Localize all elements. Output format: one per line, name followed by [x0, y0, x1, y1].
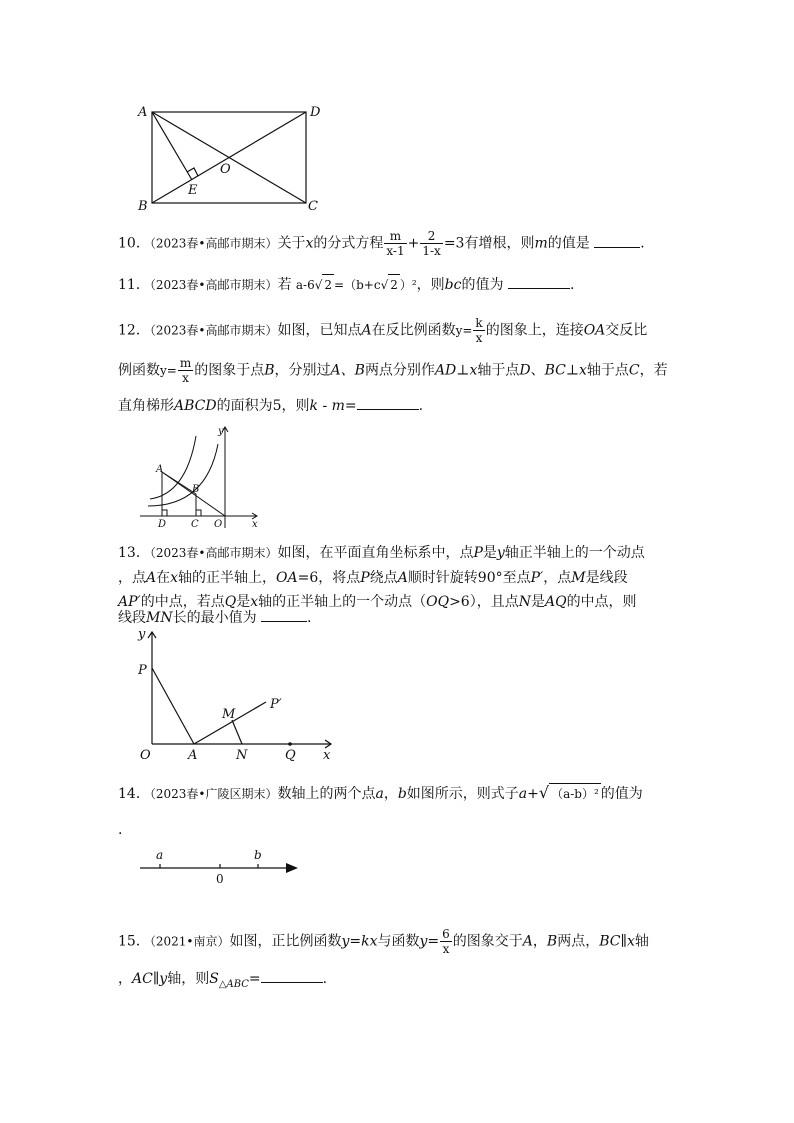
- label-C: C: [308, 199, 318, 214]
- q14-source: （2023春•广陵区期末）: [149, 787, 278, 801]
- label-D: D: [310, 105, 321, 120]
- label-D: D: [158, 519, 167, 530]
- q14-radicand: （a-b）²: [549, 783, 601, 804]
- q11-number: 11．: [118, 277, 150, 293]
- question-12-line-1: 12．（2023春•高邮市期末）如图，已知点A在反比例函数y= $\frac{k}{x}$ 的图象上，连接OA交反比: [118, 316, 648, 345]
- q10-source: （2023春•高邮市期末）: [149, 236, 278, 251]
- q10-var-m: m: [534, 235, 548, 252]
- label-A: A: [188, 748, 198, 762]
- label-y: y: [138, 628, 146, 642]
- q11-text2: ，则: [416, 277, 445, 293]
- label-N: N: [236, 748, 248, 762]
- question-12-line-2: 例函数y= $\frac{m}{x}$ 的图象于点B，分别过A、B两点分别作AD⊥x轴于点D、BC⊥x轴于点C，若: [118, 356, 668, 385]
- arrow-head: [286, 863, 298, 873]
- q10-plus: +: [407, 235, 420, 252]
- q11-var-bc: bc: [444, 277, 462, 293]
- label-a: a: [156, 848, 164, 862]
- figure-rotation: [130, 628, 340, 762]
- question-13-line-4: 线段MN长的最小值为 .: [118, 607, 312, 628]
- q10-text3: 的值是: [547, 235, 590, 252]
- question-10: 10．（2023春•高邮市期末）关于x的分式方程 $\frac{m}{x-1}$ + $\frac{2}{1-x}$ =3有增根，则m的值是 .: [118, 229, 645, 258]
- label-M: M: [222, 707, 236, 722]
- figure-rectangle: [130, 98, 330, 216]
- q10-fraction-2: $\frac{2}{1-x}$: [422, 229, 441, 258]
- q15-answer-blank[interactable]: [261, 968, 323, 983]
- question-13-line-2: ，点A在x轴的正半轴上，OA=6，将点P绕点A顺时针旋转90°至点P′，点M是线段: [118, 570, 628, 586]
- q12-number: 12．: [118, 322, 150, 339]
- q11-text3: 的值为: [461, 277, 504, 293]
- label-y: y: [218, 426, 224, 437]
- label-b: b: [254, 848, 262, 862]
- q12-answer-blank[interactable]: [357, 395, 419, 410]
- label-x: x: [252, 519, 258, 530]
- label-C: C: [191, 519, 199, 530]
- q15-source: （2021•南京）: [149, 934, 230, 949]
- question-12-line-3: 直角梯形ABCD的面积为5，则k - m= .: [118, 395, 423, 416]
- q11-radicand-2: 2: [388, 274, 400, 295]
- q12-fraction-m: $\frac{m}{x}$: [179, 356, 192, 385]
- question-11: 11．（2023春•高邮市期末）若 a-6√ 2 =（b+c√ 2 ）²，则bc的值为 .: [118, 274, 574, 295]
- q10-text2: 的分式方程: [313, 235, 384, 252]
- q11-radicand-1: 2: [322, 274, 334, 295]
- q11-answer-blank[interactable]: [508, 274, 570, 289]
- q13-answer-blank[interactable]: [261, 607, 307, 622]
- label-x: x: [323, 748, 331, 762]
- label-E: E: [188, 183, 198, 198]
- label-O: O: [220, 162, 231, 177]
- q10-answer-blank[interactable]: [594, 233, 640, 248]
- question-15-line-2: ，AC∥y轴，则$S_{\triangle ABC}=$ .: [118, 968, 327, 995]
- q13-source: （2023春•高邮市期末）: [149, 546, 278, 560]
- q11-lhs: a-6: [295, 278, 315, 292]
- q15-number: 15．: [118, 933, 150, 950]
- q11-source: （2023春•高邮市期末）: [149, 278, 278, 292]
- q10-number: 10．: [118, 235, 150, 252]
- label-P: P: [138, 663, 147, 678]
- q11-text1: 若: [277, 277, 292, 293]
- segment-pa: [152, 668, 194, 744]
- label-B: B: [138, 199, 148, 214]
- question-14-line-1: 14．（2023春•广陵区期末）数轴上的两个点a，b如图所示，则式子a+√ （a-b）² 的值为: [118, 783, 643, 802]
- figure-number-line: [136, 844, 302, 886]
- segment-mn: [232, 720, 242, 744]
- q12-fraction-k: $\frac{k}{x}$: [475, 316, 483, 345]
- label-A: A: [138, 105, 148, 120]
- q11-eq: =（b+c: [334, 278, 381, 292]
- q13-number: 13．: [118, 545, 150, 561]
- q11-pow: ）²: [399, 278, 417, 292]
- label-Q: Q: [285, 748, 296, 762]
- label-B: B: [192, 484, 200, 495]
- q10-eq: =3有增根，则: [443, 235, 535, 252]
- label-O: O: [214, 519, 223, 530]
- q10-var-x: x: [305, 235, 314, 252]
- q10-text1: 关于: [277, 235, 306, 252]
- label-P-prime: P′: [270, 697, 282, 712]
- q15-fraction: $\frac{6}{x}$: [442, 927, 450, 956]
- label-zero: 0: [216, 872, 224, 886]
- q12-source: （2023春•高邮市期末）: [149, 323, 278, 338]
- label-O: O: [140, 748, 151, 762]
- q14-number: 14．: [118, 786, 150, 802]
- label-A: A: [156, 464, 164, 475]
- q10-fraction-1: $\frac{m}{x-1}$: [386, 229, 405, 258]
- segment-ab-extend: [162, 472, 196, 494]
- question-14-line-2: .: [118, 822, 123, 838]
- question-13-line-3: AP′的中点，若点Q是x轴的正半轴上的一个动点（OQ>6），且点N是AQ的中点，则: [118, 594, 637, 610]
- question-15-line-1: 15．（2021•南京）如图，正比例函数y=kx与函数y= $\frac{6}{x}$ 的图象交于A，B两点，BC∥x轴: [118, 927, 649, 956]
- figure-hyperbola: [136, 424, 266, 530]
- question-13-line-1: 13．（2023春•高邮市期末）如图，在平面直角坐标系中，点P是y轴正半轴上的一个动点: [118, 545, 645, 561]
- perpendicular-ae: [152, 112, 192, 180]
